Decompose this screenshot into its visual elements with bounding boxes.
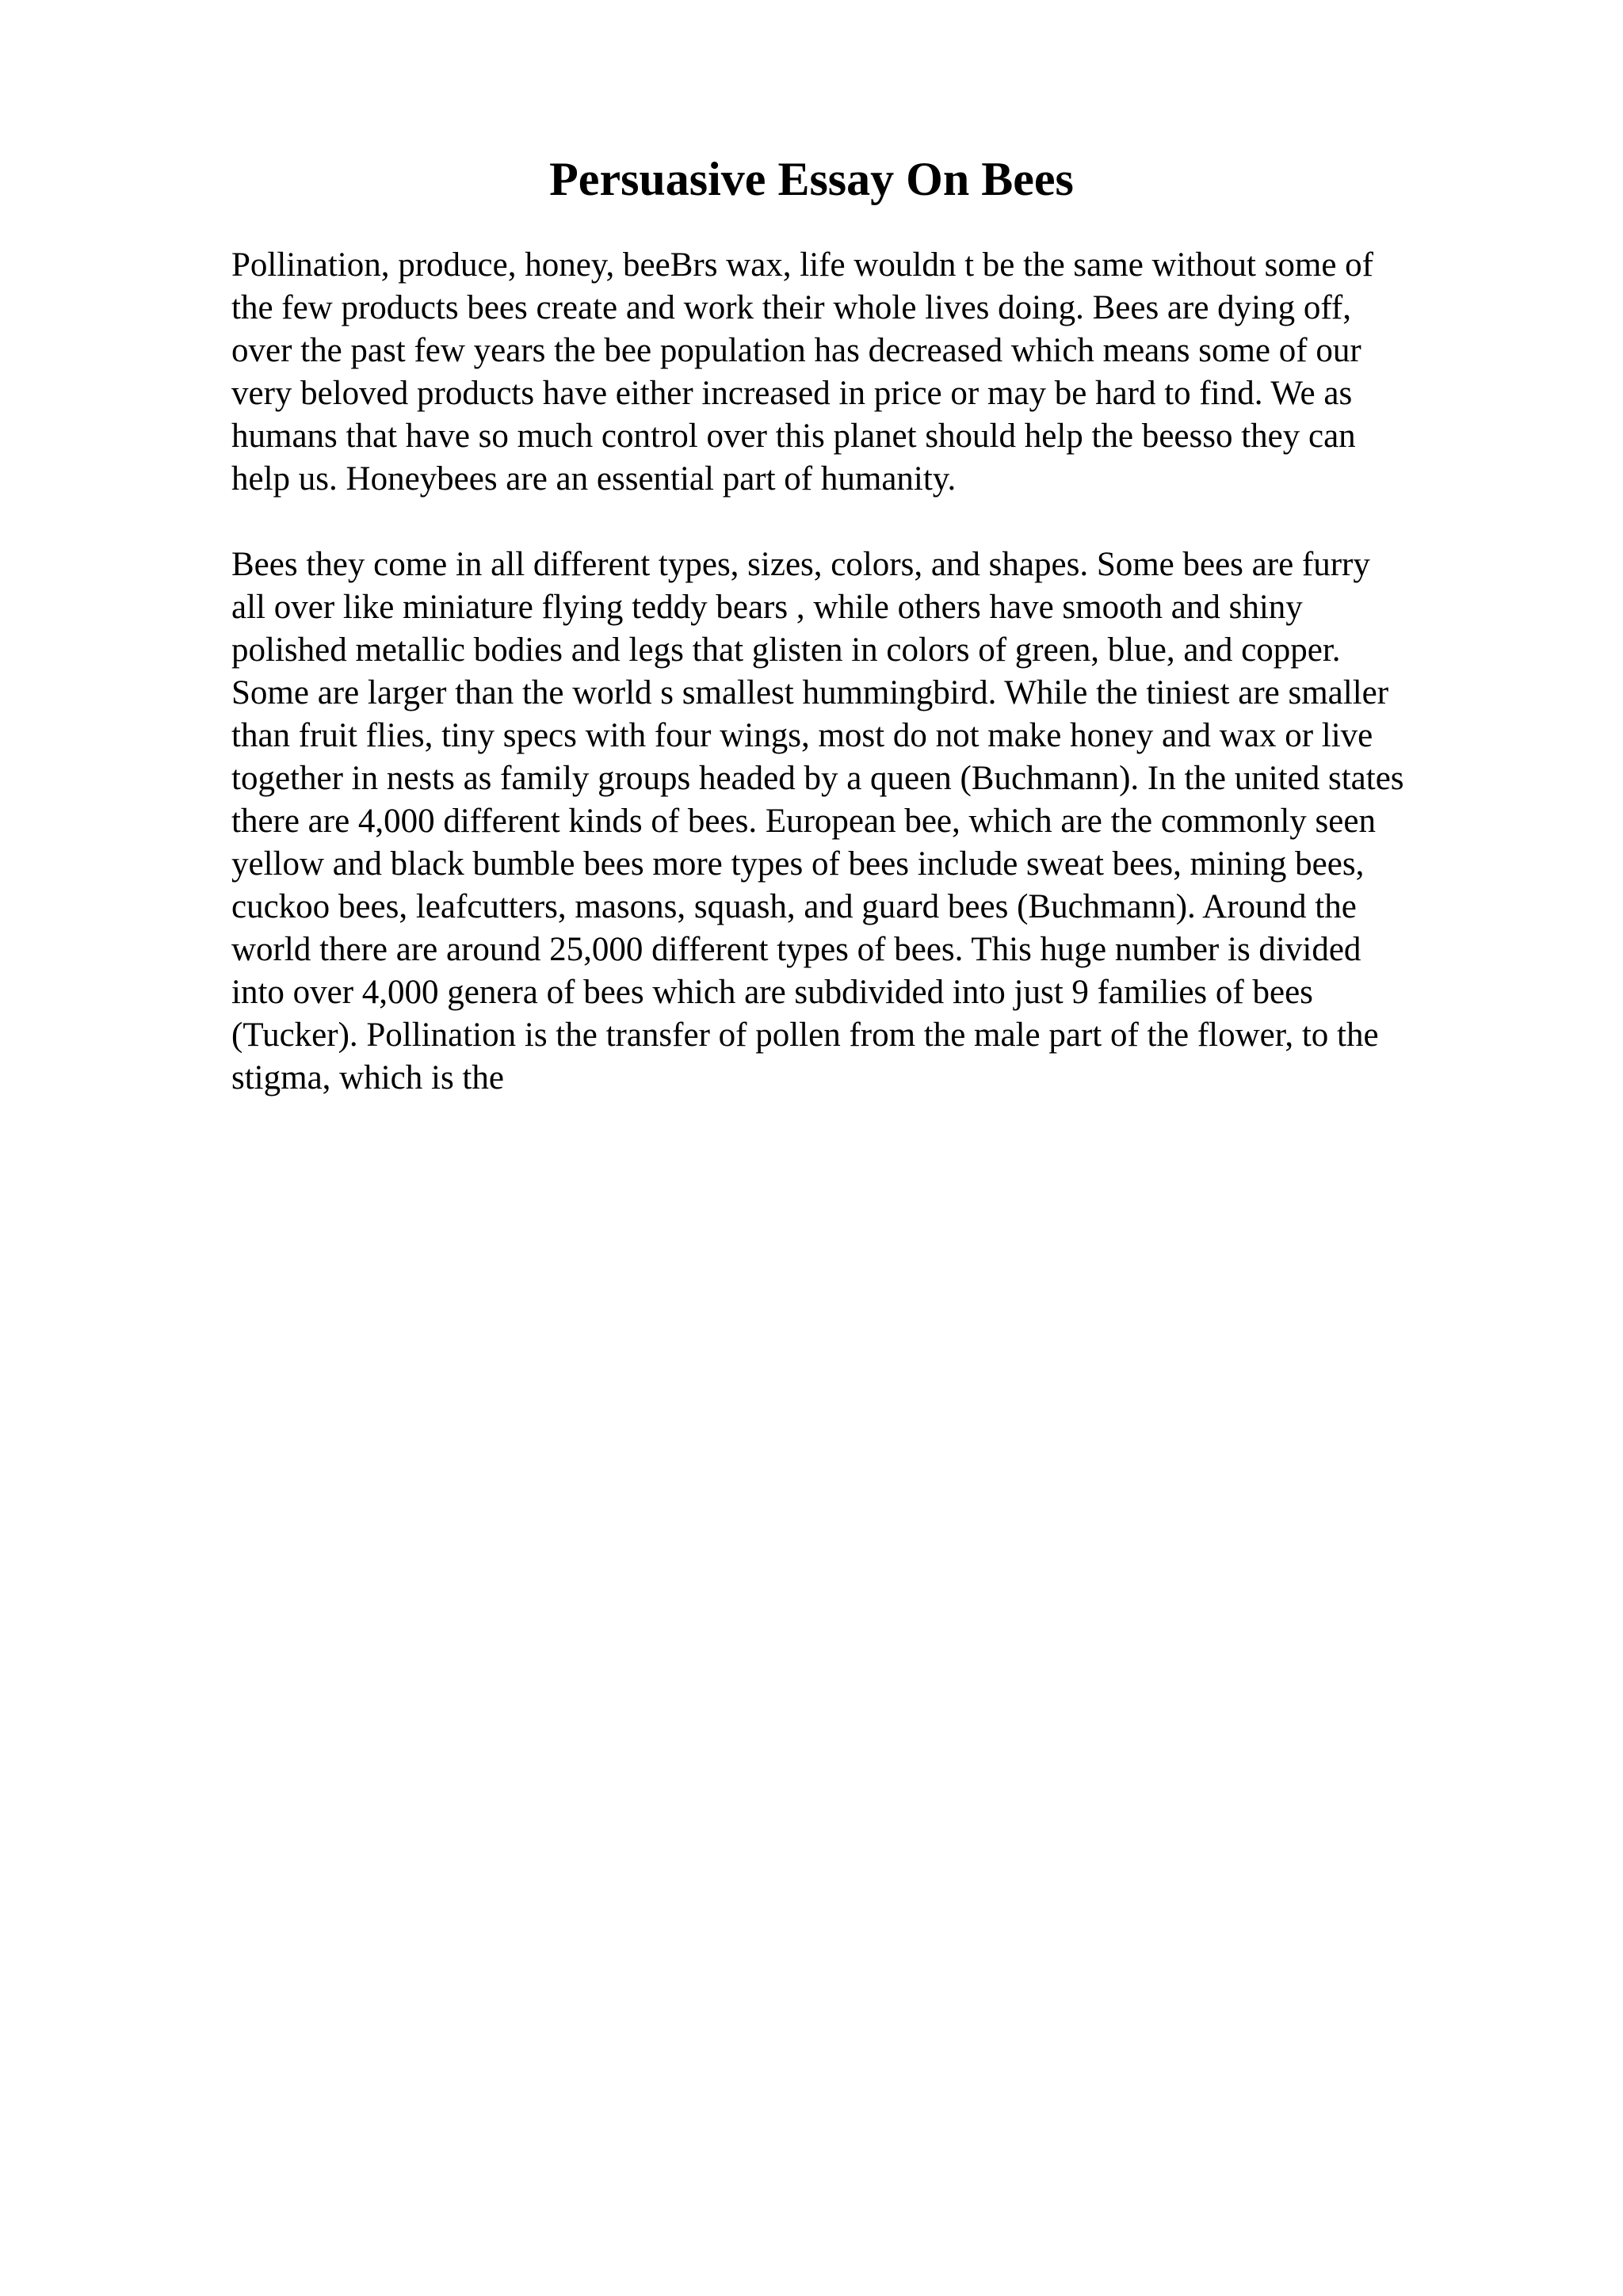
text-line: the few products bees create and work their whole lives doing. Bees are dying off, <box>231 289 1351 326</box>
text-line: yellow and black bumble bees more types of bees include sweat bees, mining bees, <box>231 845 1365 883</box>
text-line: there are 4,000 different kinds of bees. European bee, which are the commonly seen <box>231 803 1376 840</box>
text-line: than fruit flies, tiny specs with four wings, most do not make honey and wax or live <box>231 717 1373 754</box>
text-line: Bees they come in all different types, sizes, colors, and shapes. Some bees are furry <box>231 546 1370 583</box>
page-title: Persuasive Essay On Bees <box>549 153 1074 205</box>
text-line: into over 4,000 genera of bees which are subdivided into just 9 families of bees <box>231 974 1313 1011</box>
text-line: polished metallic bodies and legs that glisten in colors of green, blue, and copper. <box>231 631 1341 669</box>
paragraph-1 <box>231 244 1515 501</box>
text-line: Some are larger than the world s smallest hummingbird. While the tiniest are smaller <box>231 674 1389 711</box>
text-line: cuckoo bees, leafcutters, masons, squash, and guard bees (Buchmann). Around the <box>231 888 1357 925</box>
text-line: Pollination, produce, honey, beeBrs wax, life wouldn t be the same without some of <box>231 246 1374 284</box>
text-line: together in nests as family groups headed by a queen (Buchmann). In the united states <box>231 760 1404 797</box>
text-line: stigma, which is the <box>231 1059 504 1097</box>
text-line: over the past few years the bee population has decreased which means some of our <box>231 332 1361 369</box>
paragraph-2 <box>231 543 1515 1100</box>
text-line: world there are around 25,000 different types of bees. This huge number is divided <box>231 931 1361 968</box>
text-line: (Tucker). Pollination is the transfer of pollen from the male part of the flower, to the <box>231 1016 1379 1054</box>
text-line: all over like miniature flying teddy bears , while others have smooth and shiny <box>231 589 1303 626</box>
text-line: help us. Honeybees are an essential part of humanity. <box>231 460 957 498</box>
text-line: very beloved products have either increased in price or may be hard to find. We as <box>231 375 1353 412</box>
essay-body <box>231 244 1515 1142</box>
text-line: humans that have so much control over this planet should help the beesso they can <box>231 418 1356 455</box>
